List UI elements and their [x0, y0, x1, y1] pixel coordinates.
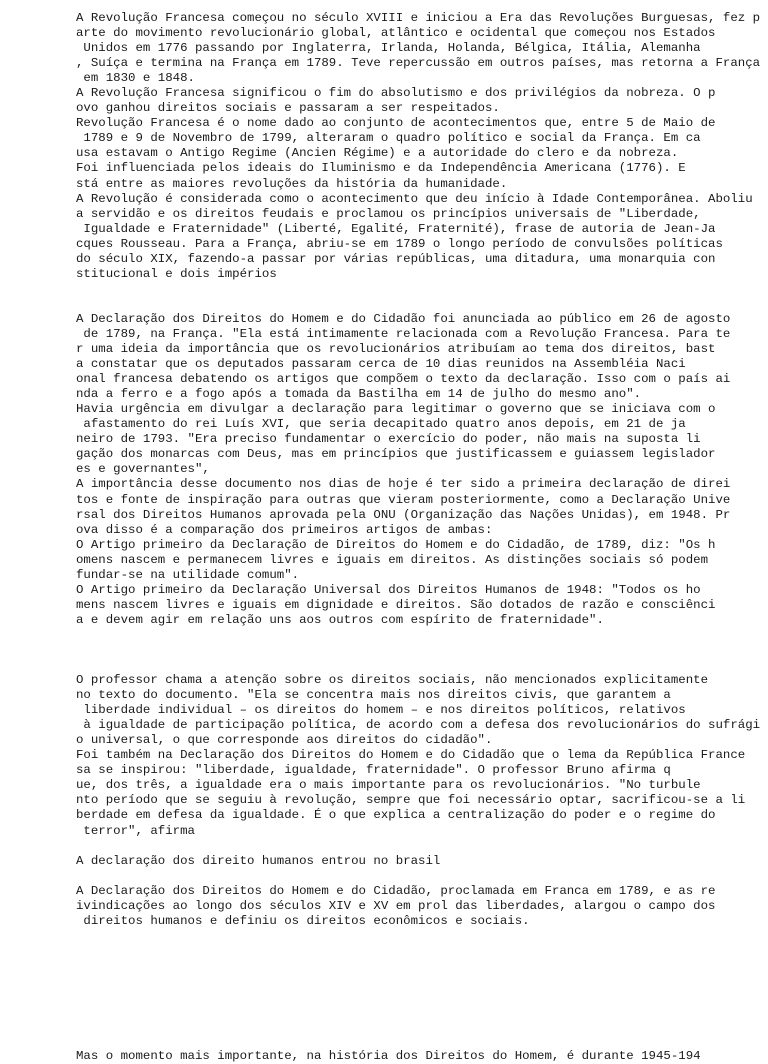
text-line: a constatar que os deputados passaram cerca de 10 dias reunidos na Assembléia Naci [76, 357, 686, 372]
paragraph [76, 854, 768, 869]
paragraph-spacer [76, 869, 768, 884]
text-line: terror", afirma [76, 823, 195, 838]
text-line: a servidão e os direitos feudais e proclamou os princípios universais de "Liberdade, [76, 206, 701, 221]
text-line: rsal dos Direitos Humanos aprovada pela ONU (Organização das Nações Unidas), em 1948. Pr [76, 507, 731, 522]
text-line: ovo ganhou direitos sociais e passaram a ser respeitados. [76, 101, 500, 116]
text-line: ova disso é a comparação dos primeiros artigos de ambas: [76, 522, 493, 537]
text-line: onal francesa debatendo os artigos que compõem o texto da declaração. Isso com o país ai [76, 372, 731, 387]
text-line: r uma ideia da importância que os revolucionários atribuíam ao tema dos direitos, bast [76, 342, 716, 357]
text-line: A Declaração dos Direitos do Homem e do Cidadão foi anunciada ao público em 26 de agosto [76, 311, 731, 326]
text-line: A Revolução Francesa significou o fim do absolutismo e dos privilégios da nobreza. O p [76, 86, 716, 101]
text-line: cques Rousseau. Para a França, abriu-se em 1789 o longo período de convulsões políticas [76, 236, 723, 251]
paragraph [76, 673, 768, 839]
paragraph-spacer [76, 929, 768, 1049]
paragraph-spacer [76, 282, 768, 312]
text-line: A Declaração dos Direitos do Homem e do Cidadão, proclamada em Franca em 1789, e as re [76, 883, 716, 898]
text-line: à igualdade de participação política, de acordo com a defesa dos revolucionários do sufrági [76, 718, 761, 733]
text-line: a e devem agir em relação uns aos outros com espírito de fraternidade". [76, 612, 604, 627]
text-line: O Artigo primeiro da Declaração Universal dos Direitos Humanos de 1948: "Todos os ho [76, 582, 701, 597]
text-line: fundar-se na utilidade comum". [76, 567, 300, 582]
text-line: em 1830 e 1848. [76, 71, 195, 86]
text-line: O professor chama a atenção sobre os direitos sociais, não mencionados explicitamente [76, 673, 709, 688]
text-line: , Suíça e termina na França em 1789. Teve repercussão em outros países, mas retorna a França [76, 56, 761, 71]
text-line: mens nascem livres e iguais em dignidade e direitos. São dotados de razão e consciênci [76, 597, 716, 612]
text-line: ue, dos três, a igualdade era o mais importante para os revolucionários. "No turbule [76, 778, 701, 793]
paragraph-spacer [76, 628, 768, 673]
text-line: Revolução Francesa é o nome dado ao conjunto de acontecimentos que, entre 5 de Maio de [76, 116, 716, 131]
text-line: omens nascem e permanecem livres e iguais em direitos. As distinções sociais só podem [76, 552, 709, 567]
text-line: afastamento do rei Luís XVI, que seria decapitado quatro anos depois, em 21 de ja [76, 417, 686, 432]
text-line: berdade em defesa da igualdade. É o que explica a centralização do poder e o regime do [76, 808, 716, 823]
text-line: liberdade individual – os direitos do homem – e nos direitos políticos, relativos [76, 703, 686, 718]
text-line: Havia urgência em divulgar a declaração para legitimar o governo que se iniciava com o [76, 402, 716, 417]
text-line: A importância desse documento nos dias de hoje é ter sido a primeira declaração de direi [76, 477, 731, 492]
paragraph [76, 1049, 768, 1064]
text-line: Foi também na Declaração dos Direitos do Homem e do Cidadão que o lema da República France [76, 748, 746, 763]
text-line: Unidos em 1776 passando por Inglaterra, Irlanda, Holanda, Bélgica, Itália, Alemanha [76, 41, 701, 56]
text-line: A Revolução é considerada como o acontecimento que deu início à Idade Contemporânea. Aboliu [76, 191, 753, 206]
text-line: Igualdade e Fraternidade" (Liberté, Egalité, Fraternité), frase de autoria de Jean-Ja [76, 221, 716, 236]
text-line: O Artigo primeiro da Declaração de Direitos do Homem e do Cidadão, de 1789, diz: "Os h [76, 537, 716, 552]
text-line: ivindicações ao longo dos séculos XIV e XV em prol das liberdades, alargou o campo dos [76, 898, 716, 913]
document-body [76, 11, 768, 1064]
text-line: A declaração dos direito humanos entrou no brasil [76, 853, 441, 868]
text-line: nto período que se seguiu à revolução, sempre que foi necessário optar, sacrificou-se a li [76, 793, 746, 808]
text-line: Foi influenciada pelos ideais do Iluminismo e da Independência Americana (1776). E [76, 161, 686, 176]
paragraph [76, 11, 768, 282]
text-line: no texto do documento. "Ela se concentra mais nos direitos civis, que garantem a [76, 688, 671, 703]
text-line: gação dos monarcas com Deus, mas em princípios que justificassem e guiassem legislador [76, 447, 716, 462]
paragraph-spacer [76, 839, 768, 854]
text-line: arte do movimento revolucionário global, atlântico e ocidental que começou nos Estados [76, 26, 716, 41]
text-line: neiro de 1793. "Era preciso fundamentar o exercício do poder, não mais na suposta li [76, 432, 701, 447]
text-line: tos e fonte de inspiração para outras que vieram posteriormente, como a Declaração Unive [76, 492, 731, 507]
text-line: o universal, o que corresponde aos direitos do cidadão". [76, 733, 493, 748]
paragraph [76, 884, 768, 929]
paragraph [76, 312, 768, 628]
text-line: usa estavam o Antigo Regime (Ancien Régime) e a autoridade do clero e da nobreza. [76, 146, 679, 161]
text-line: de 1789, na França. "Ela está intimamente relacionada com a Revolução Francesa. Para te [76, 326, 731, 341]
text-line: do século XIX, fazendo-a passar por várias repúblicas, uma ditadura, uma monarquia con [76, 251, 716, 266]
text-line: direitos humanos e definiu os direitos econômicos e sociais. [76, 913, 530, 928]
text-line: stá entre as maiores revoluções da história da humanidade. [76, 176, 508, 191]
text-line: sa se inspirou: "liberdade, igualdade, fraternidade". O professor Bruno afirma q [76, 763, 671, 778]
text-line: es e governantes", [76, 462, 210, 477]
text-line: 1789 e 9 de Novembro de 1799, alteraram o quadro político e social da França. Em ca [76, 131, 701, 146]
text-line: nda a ferro e a fogo após a tomada da Bastilha em 14 de julho do mesmo ano". [76, 387, 642, 402]
text-line: Mas o momento mais importante, na história dos Direitos do Homem, é durante 1945-194 [76, 1049, 701, 1064]
text-line: stitucional e dois impérios [76, 266, 277, 281]
text-line: A Revolução Francesa começou no século XVIII e iniciou a Era das Revoluções Burguesas, fez p [76, 11, 761, 25]
